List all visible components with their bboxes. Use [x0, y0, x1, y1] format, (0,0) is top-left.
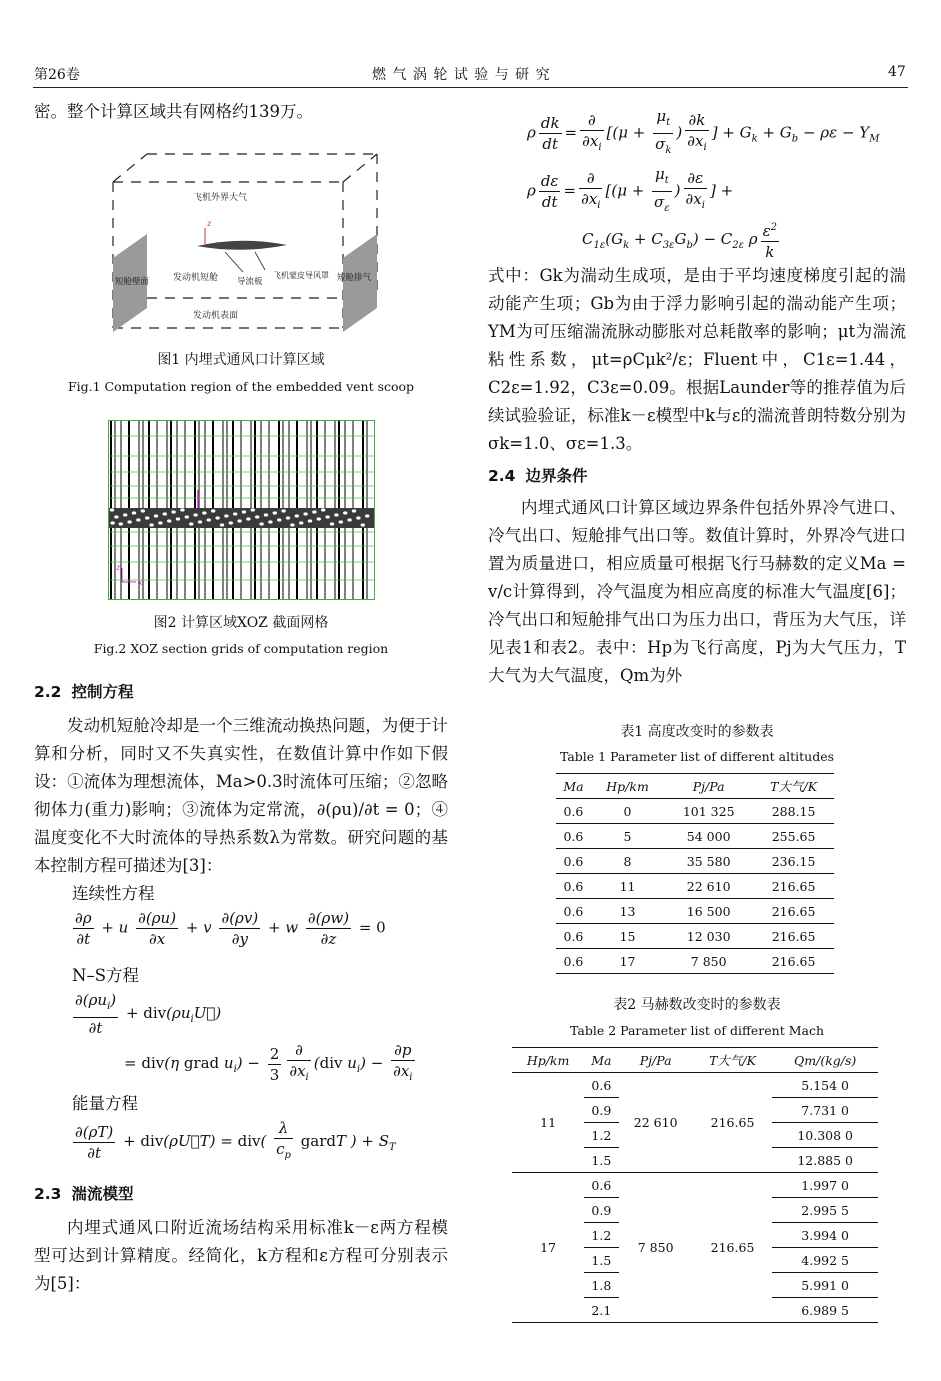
table-cell: 101 325 [682, 803, 735, 819]
table-cell: 0.6 [563, 878, 584, 894]
mesh-dense-cell [286, 516, 290, 519]
table-cell: 4.992 5 [772, 1248, 878, 1273]
mesh-dense-cell [299, 521, 303, 524]
table-cell: 7.731 0 [772, 1098, 878, 1123]
definitions-text: 式中：Gk为湍动生成项，是由于平均速度梯度引起的湍动能产生项；Gb为由于浮力影响引起的湍动能产生项；YM为可压缩湍流脉动膨胀对总耗散率的影响；μt为湍流粘性系数，μt=ρCμk²/ε；Fluent中，C1ε=1.44，C2ε=1.92，C3ε=0.09。根据Launder等的推荐值为后续试验验证，标准k－ε模型中k与ε的湍流普朗特数分别为σk=1.0、σε=1.3。 [488, 266, 906, 453]
mesh-dense-cell [171, 510, 175, 513]
mesh-dense-cell [312, 510, 316, 513]
mesh-dense-cell [325, 515, 329, 518]
header-journal: 燃 气 涡 轮 试 验 与 研 究 [372, 67, 551, 83]
table-cell: 8 [623, 853, 632, 869]
rear-exhaust-panel [343, 234, 377, 332]
table-cell: 255.65 [771, 828, 816, 844]
fig1-caption-en: Fig.1 Computation region of the embedded vent scoop [67, 379, 415, 394]
table-row [556, 824, 834, 849]
table-row [556, 899, 834, 924]
mesh-dense-cell [202, 511, 206, 514]
table-cell: 216.65 [710, 1115, 755, 1130]
table-cell: 0.6 [563, 803, 584, 819]
table-cell: 216.65 [771, 928, 816, 944]
fig2-caption-cn: 图2 计算区域XOZ 截面网格 [153, 615, 329, 631]
mesh-dense-cell [224, 514, 228, 517]
table-cell: 13 [619, 903, 636, 919]
table-cell: 216.65 [771, 903, 816, 919]
table-cell: 0.9 [584, 1098, 618, 1123]
table-cell: 54 000 [686, 828, 731, 844]
mesh-dense-cell [215, 516, 219, 519]
mesh-dense-cell [110, 521, 114, 524]
energy-equation: $\frac{\partial(\rho T)}{\partial t}$ + div(ρU⃗T) = div( $\frac{\lambda}{c_p}$ gardT ) + $S_T$ [75, 1119, 396, 1162]
section-2-2-text: 发动机短舱冷却是一个三维流动换热问题，为便于计算和分析，同时又不失真实性，在数值计算中作如下假设：①流体为理想流体，Ma>0.3时流体可压缩；②忽略彻体力(重力)影响；③流体为定常流，∂(ρu)/∂t = 0；④温度变化不大时流体的导热系数λ为常数。研究问题的基本控制方程可描述为[3]： [34, 716, 448, 875]
table-header-cell: Ma [591, 1052, 612, 1068]
table-header-cell: Hp/km [526, 1052, 570, 1068]
table-cell: 0.6 [563, 853, 584, 869]
mesh-dense-cell [207, 518, 211, 521]
table-cell: 236.15 [771, 853, 816, 869]
mesh-dense-cell [193, 513, 197, 516]
table-cell: 1.2 [584, 1223, 618, 1248]
table-row [556, 924, 834, 949]
table-2 [512, 1047, 878, 1323]
table-cell: 5.991 0 [772, 1273, 878, 1298]
table-cell: 11 [619, 878, 636, 894]
mesh-dense-cell [180, 508, 184, 511]
table-cell: 0.6 [563, 928, 584, 944]
table-cell: 216.65 [771, 878, 816, 894]
table-cell: 5.154 0 [801, 1077, 850, 1093]
table-header-cell: Hp/km [606, 778, 649, 794]
mesh-axis-x-label: x [138, 578, 143, 587]
mesh-dense-cell [339, 520, 343, 523]
mesh-dense-cell [136, 518, 140, 521]
table-header-cell: Qm/(kg/s) [794, 1052, 857, 1068]
table-row [556, 949, 834, 974]
mesh-dense-cell [334, 513, 338, 516]
mesh-dense-cell [255, 515, 259, 518]
epsilon-equation-line1: ρ $\frac{d\varepsilon}{dt}$ = $\frac{\partial}{\partial x_i}$ [(μ + $\frac{\mu_t}{\sigma_\varepsilon}$ ) $\frac{\partial\varepsilon}{\partial x_i}$ ] + [527, 165, 734, 214]
table-row [556, 849, 834, 874]
table-cell: 216.65 [771, 953, 816, 969]
k-equation: ρ $\frac{dk}{dt}$ = $\frac{\partial}{\partial x_i}$ [(μ + $\frac{\mu_t}{\sigma_k}$ ) $\frac{\partial k}{\partial x_i}$ ] + $G_k + G_b - \rho\varepsilon - Y_M$ [527, 107, 880, 156]
table-cell: 0.6 [591, 1077, 612, 1093]
mesh-dense-cell [220, 523, 224, 526]
mesh-dense-cell [268, 520, 272, 523]
mesh-dense-cell [361, 523, 365, 526]
figure-2 [108, 420, 375, 600]
table-header-cell: Pj/Pa [639, 1052, 672, 1068]
mesh-dense-cell [158, 521, 162, 524]
table-cell: 0.9 [584, 1198, 618, 1223]
fig1-rear-label: 短舱排气 [337, 273, 372, 283]
mesh-dense-cell [356, 516, 360, 519]
mesh-dense-cell [114, 515, 118, 518]
fig1-z-label: z [207, 219, 212, 228]
table2-caption-en: Table 2 Parameter list of different Mach [570, 1023, 824, 1038]
table-header-cell: T大气/K [770, 779, 818, 794]
table-1 [556, 773, 834, 974]
table-cell: 6.989 5 [772, 1298, 878, 1323]
table-cell: 17 [619, 953, 636, 969]
table-cell: 16 500 [686, 903, 731, 919]
table-cell: 1.5 [584, 1248, 618, 1273]
table-cell: 12 030 [686, 928, 731, 944]
continuity-equation: $\frac{\partial\rho}{\partial t}$ + u $\frac{\partial(\rho u)}{\partial x}$ + v $\frac{\partial(\rho v)}{\partial y}$ + w $\frac{\partial(\rho w)}{\partial z}$ = 0 [75, 909, 386, 948]
table-row [512, 1073, 878, 1098]
table1-caption-en: Table 1 Parameter list of different altitudes [559, 749, 835, 764]
table1-caption-cn: 表1 高度改变时的参数表 [620, 724, 774, 740]
table-cell: 0 [623, 803, 632, 819]
epsilon-equation-line2: $C_{1\varepsilon}(G_k + C_{3\varepsilon}G_b) - C_{2\varepsilon}$ ρ $\frac{\varepsilon^2}{k}$ [582, 218, 782, 262]
fig1-front-wall-label: 短舱壁面 [115, 277, 150, 287]
mesh-dense-cell [154, 514, 158, 517]
table-cell: 0.6 [591, 1177, 612, 1193]
mesh-dense-cell [347, 518, 351, 521]
section-2-4-text: 内埋式通风口计算区域边界条件包括外界冷气进口、冷气出口、短舱排气出口等。数值计算时，外界冷气进口置为质量进口，相应质量可根据飞行马赫数的定义Ma = v/c计算得到，冷气温度为相应高度的标准大气温度[6]；冷气出口和短舱排气出口为压力出口，背压为大气压，详见表1和表2。表中：Hp为飞行高度，Pj为大气压力，T大气为大气温度，Qm为外 [488, 498, 906, 685]
table-cell: 3.994 0 [772, 1223, 878, 1248]
mesh-dense-cell [303, 512, 307, 515]
table-cell: 216.65 [710, 1240, 755, 1255]
mesh-dense-cell [123, 513, 127, 516]
mesh-dense-cell [242, 510, 246, 513]
mesh-axis-z-label: z [116, 563, 121, 572]
section-2-2 [34, 678, 448, 880]
table-cell: 0.6 [563, 828, 584, 844]
table-cell: 12.885 0 [772, 1148, 878, 1173]
intro-text: 密。整个计算区域共有网格约139万。 [34, 102, 313, 121]
header-volume: 第26卷 [34, 67, 80, 83]
table-cell: 2.995 5 [772, 1198, 878, 1223]
table-cell: 1.2 [584, 1123, 618, 1148]
mesh-dense-cell [321, 508, 325, 511]
mesh-dense-cell [145, 516, 149, 519]
table-cell: 22 610 [633, 1115, 678, 1130]
table-cell: 35 580 [686, 853, 731, 869]
table-row [512, 1173, 878, 1198]
table-header-cell: Ma [563, 778, 584, 794]
mesh-dense-cell [246, 517, 250, 520]
fig2-caption-en: Fig.2 XOZ section grids of computation region [93, 641, 389, 656]
mesh-dense-cell [132, 511, 136, 514]
mesh-dense-cell [141, 509, 145, 512]
mesh-dense-cell [119, 522, 123, 525]
table-cell: 1.997 0 [801, 1177, 850, 1193]
table-header-cell: Pj/Pa [692, 778, 725, 794]
fig1-skin-label: 飞机蒙皮导风罩 [273, 271, 329, 280]
figure-1-drawing [105, 148, 387, 340]
mesh-dense-cell [330, 522, 334, 525]
mesh-dense-cell [251, 508, 255, 511]
table-cell: 22 610 [686, 878, 731, 894]
table-cell: 1.5 [584, 1148, 618, 1173]
table-cell: 0.6 [563, 903, 584, 919]
mesh-dense-cell [185, 515, 189, 518]
table-row [556, 874, 834, 899]
mesh-dense-cell [189, 522, 193, 525]
fig1-caption-cn: 图1 内埋式通风口计算区域 [157, 352, 325, 368]
ns-label: N–S方程 [72, 966, 139, 985]
section-2-2-heading: 2.2 控制方程 [34, 683, 134, 701]
table-cell: 10.308 0 [772, 1123, 878, 1148]
table-cell: 15 [619, 928, 636, 944]
ns-equation-line2: = div(η grad $u_i$) − $\frac{2}{3}$ $\frac{\partial}{\partial x_i}$ (div $u_i$) − $\frac{\partial p}{\partial x_i}$ [124, 1041, 413, 1084]
mesh-dense-cell [317, 517, 321, 520]
continuity-label: 连续性方程 [72, 884, 155, 903]
table-header-cell: T大气/K [709, 1053, 756, 1068]
fig1-engine-label: 发动机短舱 [173, 273, 219, 283]
mesh-dense-cell [167, 519, 171, 522]
section-2-3 [34, 1180, 448, 1298]
mesh-dense-cell [290, 523, 294, 526]
table-cell: 1.8 [584, 1273, 618, 1298]
table-cell: 288.15 [771, 803, 816, 819]
mesh-dense-cell [229, 521, 233, 524]
table-row [556, 799, 834, 824]
ns-equation-line1: $\frac{\partial(\rho u_i)}{\partial t}$ + $div(\rho u_iU⃗)$ [75, 991, 222, 1037]
fig1-deflector-label: 导流板 [237, 277, 263, 287]
vent-scoop-shape [197, 241, 287, 250]
table-cell: 17 [540, 1240, 557, 1255]
mesh-grid [108, 420, 375, 600]
mesh-dense-cell [110, 508, 114, 511]
mesh-dense-cell [163, 512, 167, 515]
mesh-dense-cell [259, 522, 263, 525]
mesh-dense-cell [127, 520, 131, 523]
table-cell: 7 850 [690, 953, 727, 969]
mesh-dense-cell [343, 511, 347, 514]
mesh-dense-cell [198, 520, 202, 523]
mesh-dense-cell [277, 518, 281, 521]
section-2-3-heading: 2.3 湍流模型 [34, 1185, 134, 1203]
table-cell: 5 [623, 828, 632, 844]
mesh-dense-cell [352, 509, 356, 512]
table-cell: 7 850 [637, 1240, 674, 1255]
mesh-dense-cell [176, 517, 180, 520]
mesh-dense-cell [365, 514, 369, 517]
table-cell: 11 [540, 1115, 557, 1130]
mesh-dense-cell [211, 509, 215, 512]
table-cell: 0.6 [563, 953, 584, 969]
fig1-surface-label: 发动机表面 [193, 311, 239, 321]
right-column-text [488, 262, 906, 690]
energy-label: 能量方程 [72, 1094, 138, 1113]
mesh-dense-cell [273, 511, 277, 514]
mesh-dense-cell [233, 512, 237, 515]
mesh-dense-cell [149, 523, 153, 526]
mesh-dense-cell [281, 509, 285, 512]
section-2-3-text: 内埋式通风口附近流场结构采用标准k－ε两方程模型可达到计算精度。经简化，k方程和ε方程可分别表示为[5]： [34, 1218, 448, 1293]
table2-caption-cn: 表2 马赫数改变时的参数表 [613, 997, 781, 1013]
left-column [34, 98, 448, 126]
mesh-dense-cell [237, 519, 241, 522]
table-cell: 2.1 [584, 1298, 618, 1323]
mesh-dense-cell [295, 514, 299, 517]
section-2-4-heading: 2.4 边界条件 [488, 467, 588, 485]
figure-1 [105, 148, 387, 340]
fig1-atmosphere-label: 飞机外界大气 [193, 193, 248, 203]
header-rule [33, 87, 908, 88]
mesh-dense-cell [308, 519, 312, 522]
mesh-dense-cell [264, 513, 268, 516]
header-page: 47 [888, 64, 906, 80]
